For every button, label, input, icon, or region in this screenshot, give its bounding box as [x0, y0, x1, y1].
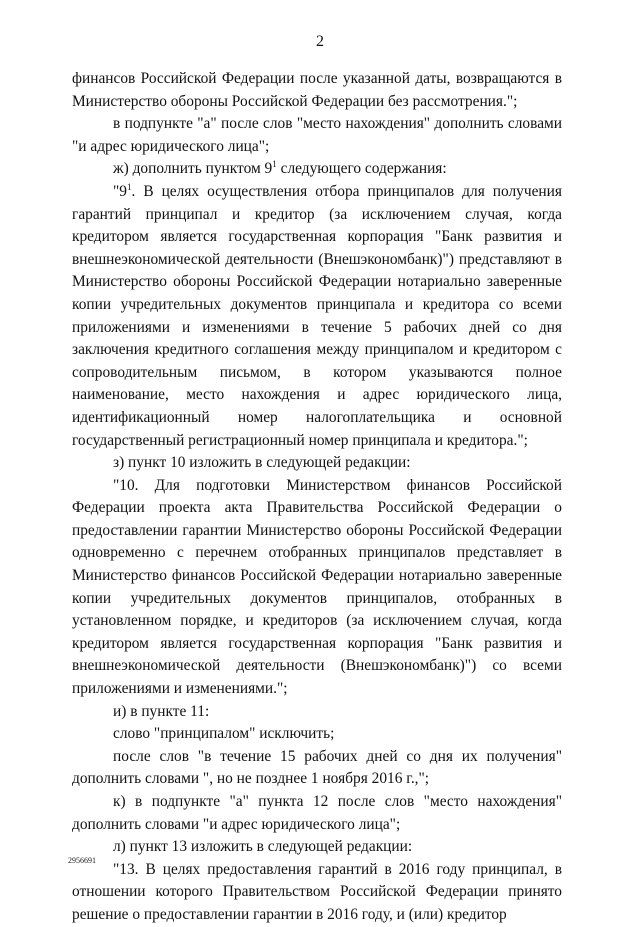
paragraph-clause-13: "13. В целях предоставления гарантий в 2016 году принципал, в отношении которого Правительством Российской Федерации принято решение о предоставлении гарантии в 2016 году, и (или) кредитор — [72, 860, 562, 923]
clause-9-1-text: . В целях осуществления отбора принципалов для получения гарантий принципал и кредитор (за исключением случая, когда кредитором является государственная корпорация "Банк развития и внешнеэкономической деятельности (Внешэкономбанк)") представляют в Министерство обороны Российской Федерации нотариально заверенные копии учредительных документов принципала и кредитора со всеми приложениями и изменениями в течение 5 рабочих дней со дня заключения кредитного соглашения между принципалом и кредитором с сопроводительным письмом, в котором указываются полное наименование, место нахождения и адрес юридического лица, идентификационный номер налогоплательщика и основной государственный регистрационный номер принципала и кредитора."; — [72, 182, 562, 449]
paragraph-amendment-i: и) в пункте 11: — [113, 702, 210, 720]
paragraph-deadline-addition: после слов "в течение 15 рабочих дней со дня их получения" дополнить словами ", но не позднее 1 ноября 2016 г.,"; — [72, 747, 562, 788]
paragraph-amendment-l: л) пункт 13 изложить в следующей редакции: — [113, 838, 413, 856]
page-number: 2 — [316, 33, 324, 50]
paragraph-amendment-z: з) пункт 10 изложить в следующей редакции: — [113, 454, 411, 472]
paragraph-amendment-subitem-a: в подпункте "а" после слов "место нахождения" дополнить словами "и адрес юридического лица"; — [72, 115, 562, 155]
paragraph-amendment-k: к) в подпункте "а" пункта 12 после слов "место нахождения" дополнить словами "и адрес юридического лица"; — [72, 793, 562, 833]
superscript-index: 1 — [272, 159, 277, 170]
paragraph-clause-9-1 — [72, 181, 562, 452]
amendment-zh-text: ж) дополнить пунктом 9 — [113, 160, 273, 178]
paragraph-continuation: финансов Российской Федерации после указанной даты, возвращаются в Министерство обороны Российской Федерации без рассмотрения."; — [72, 70, 562, 110]
paragraph-clause-10: "10. Для подготовки Министерством финансов Российской Федерации проекта акта Правительства Российской Федерации о предоставлении гарантии Министерство обороны Российской Федерации одновременно с перечнем отобранных принципалов представляет в Министерство финансов Российской Федерации нотариально заверенные копии учредительных документов принципалов, отобранных в установленном порядке, и кредиторов (за исключением случая, когда кредитором является государственная корпорация "Банк развития и внешнеэкономической деятельности (Внешэкономбанк)") со всеми приложениями и изменениями."; — [72, 476, 562, 698]
paragraph-word-removal: слово "принципалом" исключить; — [113, 725, 335, 743]
document-id: 2956691 — [68, 856, 96, 865]
superscript-index: 1 — [126, 181, 132, 192]
clause-9-1-number: "9 — [113, 182, 127, 200]
paragraph-amendment-zh — [72, 158, 562, 181]
document-body — [72, 68, 562, 927]
amendment-zh-text-end: следующего содержания: — [276, 160, 447, 178]
